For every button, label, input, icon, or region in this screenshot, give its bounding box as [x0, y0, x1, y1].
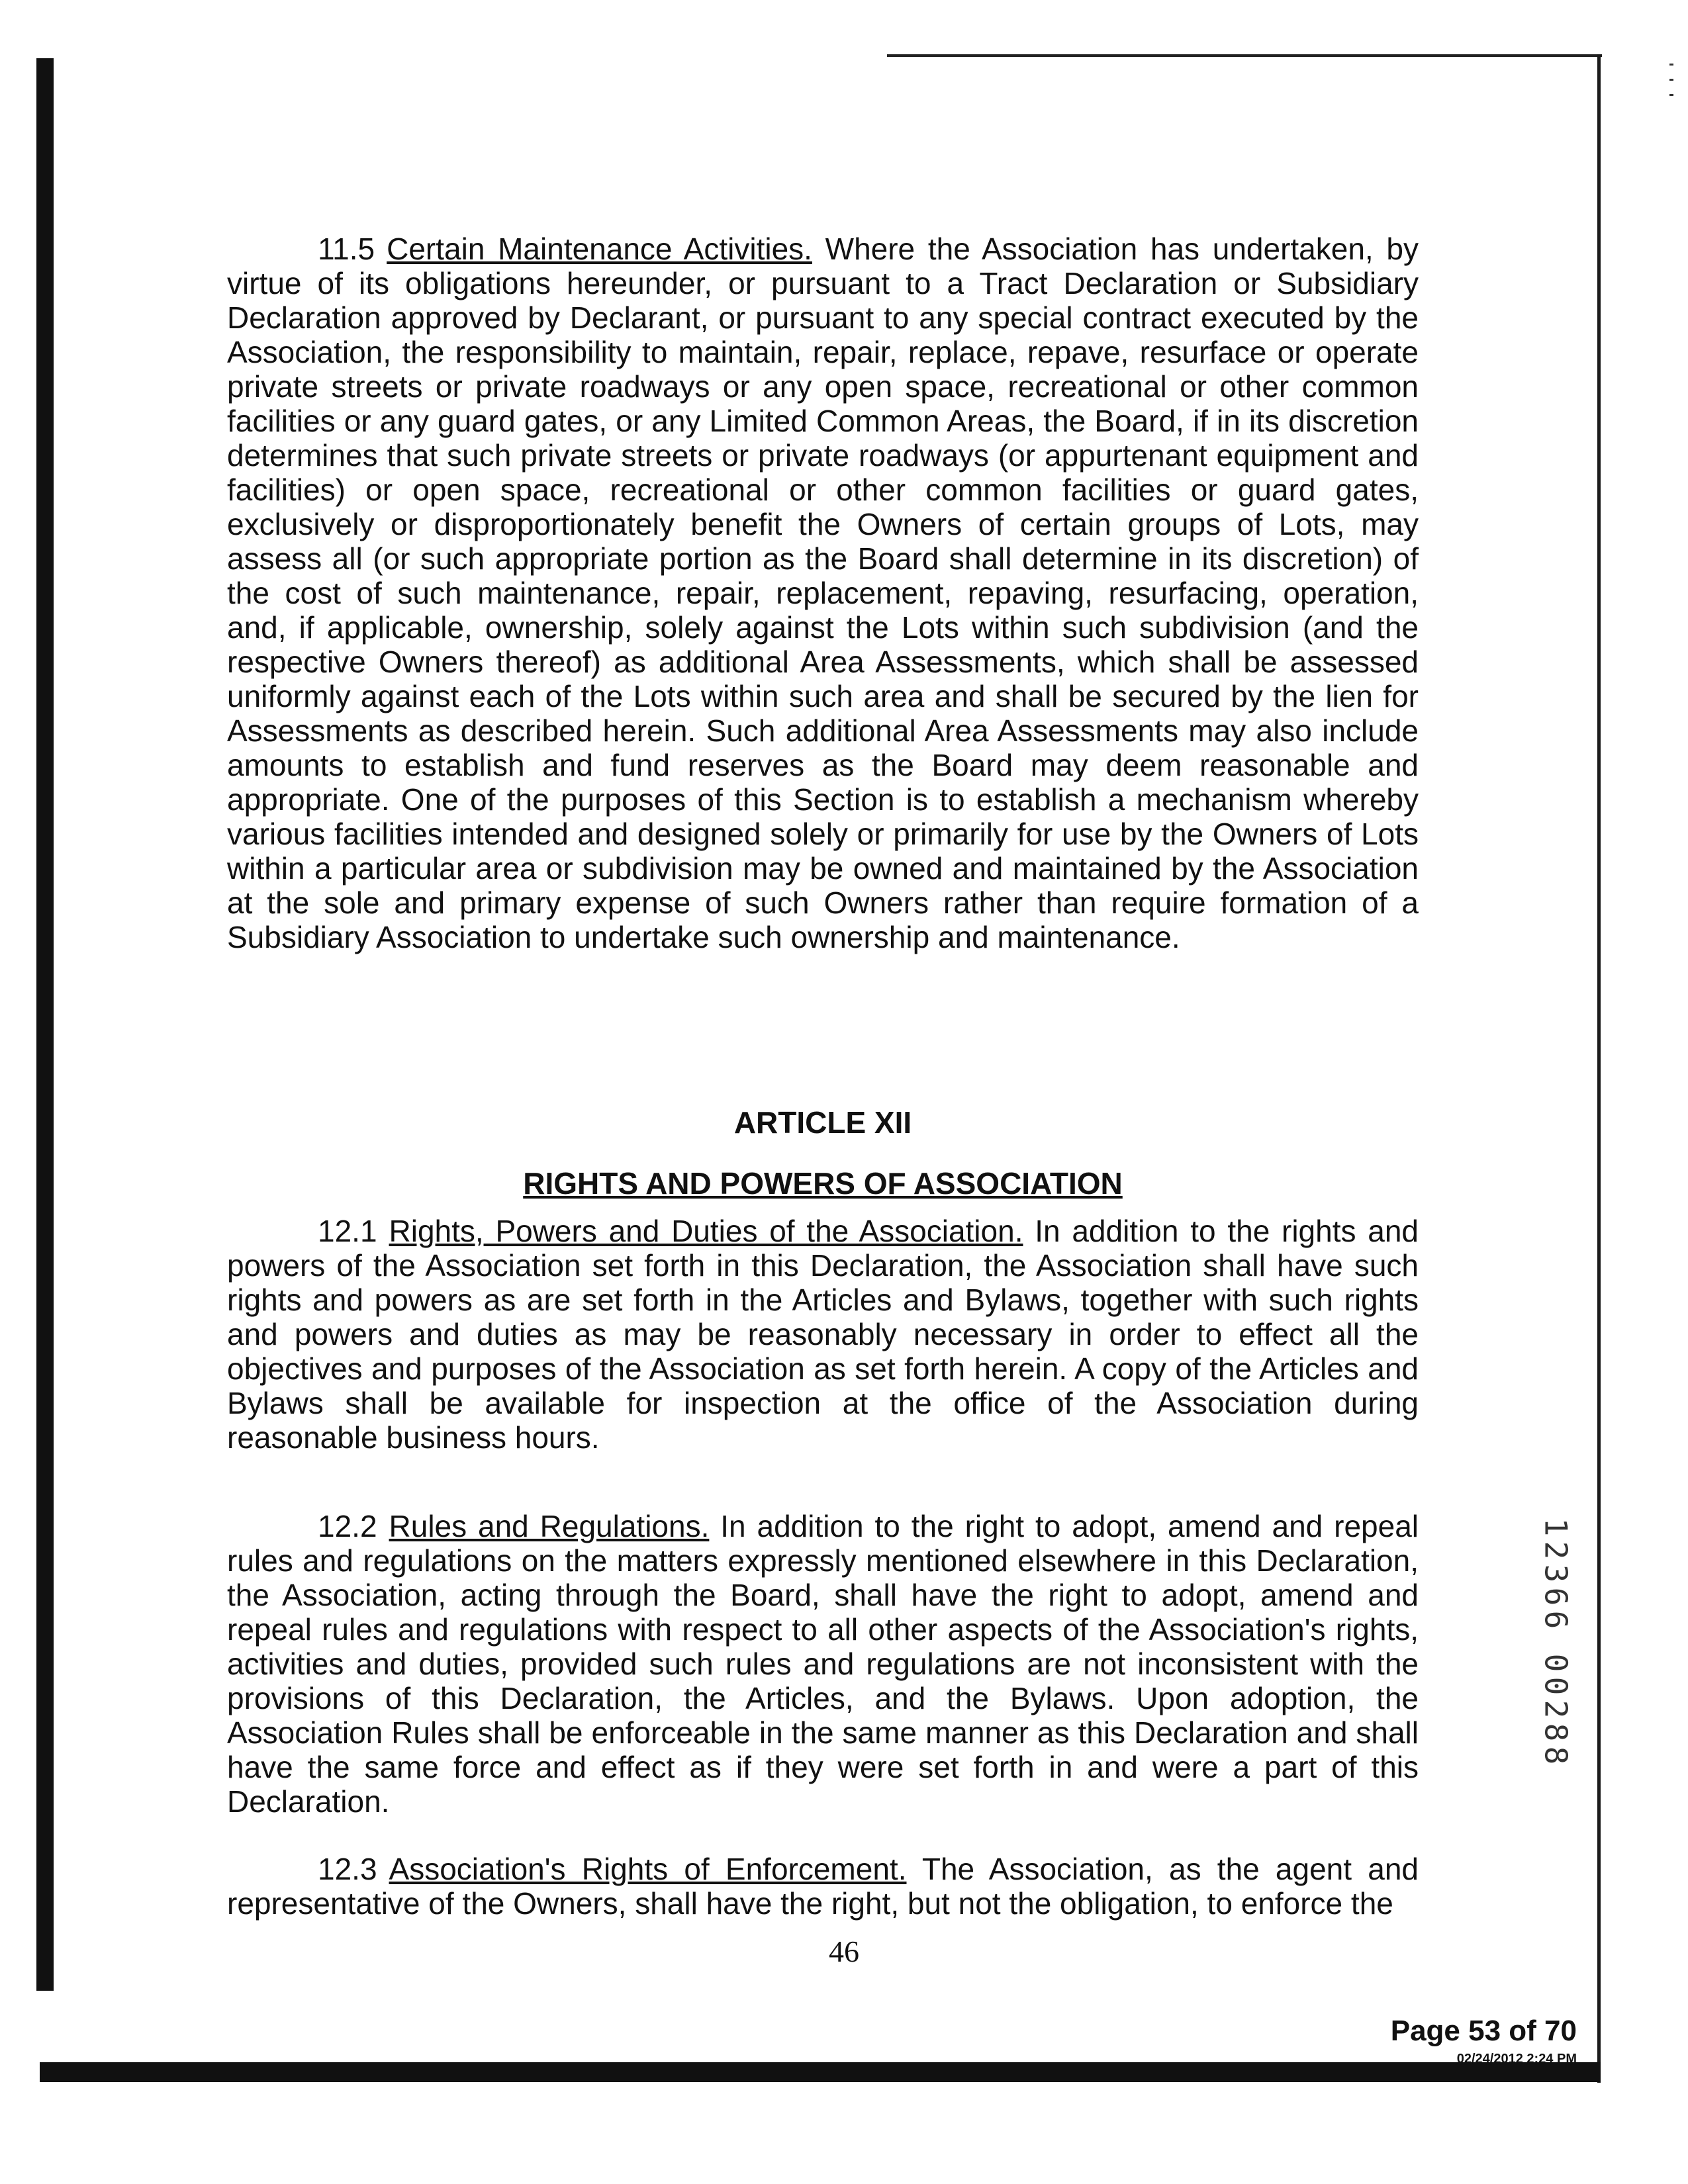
section-11-5: [227, 232, 1419, 1085]
edge-marks: [1669, 64, 1675, 116]
right-scan-border: [1597, 54, 1601, 2083]
side-digit: 0: [1538, 1653, 1574, 1672]
side-digit: 2: [1538, 1700, 1574, 1719]
side-digit: 6: [1538, 1610, 1574, 1629]
section-12-2: [227, 1509, 1419, 1827]
section-text: In addition to the rights and powers of the Association set forth in this Declaration, the Association shall have such rights and powers as are set forth in the Articles and Bylaws, together with such rights and powers and duties as may be reasonably necessary in order to effect all the objectives and purposes of the Association as set forth herein. A copy of the Articles and Bylaws shall be available for inspection at the office of the Association during reasonable business hours.: [227, 1214, 1419, 1455]
page-number: 46: [829, 1934, 859, 1968]
section-text: In addition to the right to adopt, amend and repeal rules and regulations on the matters expressly mentioned elsewhere in this Declaration, the Association, acting through the Board, shall have the right to adopt, amend and repeal rules and regulations with respect to all other aspects of the Association's rights, activities and duties, provided such rules and regulations are not inconsistent with the provisions of this Declaration, the Articles, and the Bylaws. Upon adoption, the Association Rules shall be enforceable in the same manner as this Declaration and shall have the same force and effect as if they were set forth in and were a part of this Declaration.: [227, 1509, 1419, 1819]
side-document-number: [1538, 1516, 1574, 1767]
side-digit: 8: [1538, 1746, 1574, 1765]
side-digit: 8: [1538, 1723, 1574, 1742]
section-heading: Rights, Powers and Duties of the Association.: [389, 1214, 1023, 1248]
document-body: [227, 232, 1419, 1921]
article-title: ARTICLE XII: [733, 1105, 912, 1140]
side-digit: 0: [1538, 1676, 1574, 1696]
datetime-stamp: 02/24/2012 2:24 PM: [1456, 2052, 1577, 2066]
section-text: Where the Association has undertaken, by virtue of its obligations hereunder, or pursuant to a Tract Declaration or Subsidiary Declaration approved by Declarant, or pursuant to any special contract executed by the Association, the responsibility to maintain, repair, replace, repave, resurface or operate private streets or private roadways or any open space, recreational or other common facilities or any guard gates, or any Limited Common Areas, the Board, if in its discretion determines that such private streets or private roadways (or appurtenant equipment and facilities) or open space, recreational or other common facilities or guard gates, exclusively or disproportionately benefit the Owners of certain groups of Lots, may assess all (or such appropriate portion as the Board shall determine in its discretion) of the cost of such maintenance, repair, replacement, repaving, resurfacing, operation, and, if applicable, ownership, solely against the Lots within such subdivision (and the respective Owners thereof) as additional Area Assessments, which shall be assessed uniformly against each of the Lots within such area and shall be secured by the lien for Assessments as described herein. Such additional Area Assessments may also include amounts to establish and fund reserves as the Board may deem reasonable and appropriate. One of the purposes of this Section is to establish a mechanism whereby various facilities intended and designed solely or primarily for use by the Owners of Lots within a particular area or subdivision may be owned and maintained by the Association at the sole and primary expense of such Owners rather than require formation of a Subsidiary Association to undertake such ownership and maintenance.: [227, 232, 1419, 954]
bottom-scan-border: [40, 2062, 1601, 2082]
section-heading: Rules and Regulations.: [389, 1509, 710, 1543]
section-text: The Association, as the agent and representative of the Owners, shall have the right, but not the obligation, to enforce the: [227, 1852, 1419, 1921]
section-number: 11.5: [318, 232, 375, 266]
section-12-1: [227, 1214, 1419, 1484]
top-rule: [887, 54, 1602, 57]
article-subtitle: RIGHTS AND POWERS OF ASSOCIATION: [523, 1166, 1123, 1201]
section-number: 12.2: [318, 1509, 377, 1543]
side-digit: 2: [1538, 1541, 1574, 1560]
side-digit: 3: [1538, 1564, 1574, 1583]
section-heading: Certain Maintenance Activities.: [387, 232, 812, 266]
section-heading: Association's Rights of Enforcement.: [389, 1852, 907, 1886]
section-number: 12.3: [318, 1852, 377, 1886]
section-number: 12.1: [318, 1214, 377, 1248]
side-digit: 1: [1538, 1518, 1574, 1537]
left-scan-border: [36, 58, 54, 1991]
section-12-3: [227, 1852, 1419, 1921]
page-of-stamp: Page 53 of 70: [1390, 2015, 1577, 2047]
side-digit: 6: [1538, 1587, 1574, 1606]
